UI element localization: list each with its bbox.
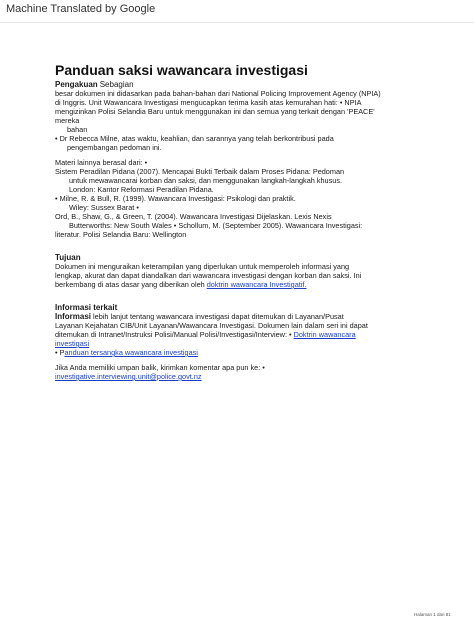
acknowledgement-heading	[55, 80, 430, 89]
panduan-tersangka-link[interactable]: anduan tersangka wawancara investigasi	[64, 348, 198, 357]
email-line	[55, 372, 430, 381]
tujuan-line-2: lengkap, akurat dan dapat diandalkan dari wawancara investigasi dengan korban dan saksi. Ini	[55, 271, 362, 280]
ack-line-3: mengizinkan Polisi Selandia Baru untuk menggunakan ini dan semua yang terkait dengan 'PEACE'	[55, 107, 375, 116]
document-title: Panduan saksi wawancara investigasi	[55, 62, 308, 78]
info-bold: Informasi	[55, 312, 92, 321]
materi-1a: Sistem Peradilan Pidana (2007). Mencapai Bukti Terbaik dalam Proses Pidana: Pedoman	[55, 167, 345, 176]
doktrin-wawancara-link-cont[interactable]: investigasi	[55, 339, 90, 348]
ack-line-1: besar dokumen ini didasarkan pada bahan-bahan dari National Policing Improvement Agency (NPIA)	[55, 89, 381, 98]
ack-line-5: • Dr Rebecca Milne, atas waktu, keahlian, dan sarannya yang telah berkontribusi pada	[55, 134, 334, 143]
tujuan-line-3-text: berkembang di atas dasar yang diberikan oleh	[55, 280, 205, 289]
ack-sub: Sebagian	[99, 80, 134, 89]
info-line-1-text: lebih lanjut tentang wawancara investigasi dapat ditemukan di Layanan/Pusat	[91, 312, 344, 321]
info-line-2: Layanan Kejahatan CIB/Unit Layanan/Wawancara Investigasi. Dokumen lain dalam seri ini dapat	[55, 321, 368, 330]
materi-intro: Materi lainnya berasal dari: •	[55, 158, 148, 167]
materi-2a: • Milne, R. & Bull, R. (1999). Wawancara Investigasi: Psikologi dan praktik.	[55, 194, 296, 203]
document-page	[55, 62, 430, 381]
banner-text: Machine Translated by Google	[6, 3, 156, 15]
doktrin-wawancara-link[interactable]: Doktrin wawancara	[293, 330, 356, 339]
materi-3c: literatur. Polisi Selandia Baru: Wellington	[55, 230, 187, 239]
ack-label: Pengakuan	[55, 80, 98, 89]
ack-line-2: di Inggris. Unit Wawancara Investigasi mengucapkan terima kasih atas kemurahan hati: • NPIA	[55, 98, 362, 107]
ack-indent-2: pengembangan pedoman ini.	[67, 143, 162, 152]
ack-indent: bahan	[67, 125, 88, 134]
info-line-3	[55, 330, 430, 339]
tujuan-line-1: Dokumen ini menguraikan keterampilan yang diperlukan untuk memperoleh informasi yang	[55, 262, 350, 271]
tujuan-heading: Tujuan	[55, 253, 81, 262]
email-link[interactable]: investigative.interviewing.unit@police.govt.nz	[55, 372, 202, 381]
doktrin-link[interactable]: doktrin wawancara Investigatif.	[206, 280, 307, 289]
ack-line-4: mereka	[55, 116, 80, 125]
info-line-5	[55, 348, 430, 357]
info-line-1	[55, 312, 430, 321]
materi-3a: Ord, B., Shaw, G., & Green, T. (2004). Wawancara Investigasi Dijelaskan. Lexis Nexis	[55, 212, 332, 221]
feedback-line: Jika Anda memiliki umpan balik, kirimkan komentar apa pun ke: •	[55, 363, 265, 372]
materi-3b: Butterworths: New South Wales • Schollum, M. (September 2005). Wawancara Investigasi:	[69, 221, 363, 230]
materi-1c: London: Kantor Reformasi Peradilan Pidana.	[69, 185, 214, 194]
tujuan-line-3	[55, 280, 430, 289]
materi-2b: Wiley: Sussex Barat •	[69, 203, 139, 212]
info-line-4	[55, 339, 430, 348]
info-line-3-text: ditemukan di Intranet/Instruksi Polisi/Manual Polisi/Investigasi/Interview: •	[55, 330, 292, 339]
translation-banner	[0, 0, 474, 23]
bullet-prefix: • P	[55, 348, 65, 357]
page-number: Halaman 1 dari 81	[414, 612, 451, 617]
materi-1b: untuk mewawancarai korban dan saksi, dan menggunakan langkah-langkah khusus.	[69, 176, 342, 185]
info-heading: Informasi terkait	[55, 303, 118, 312]
